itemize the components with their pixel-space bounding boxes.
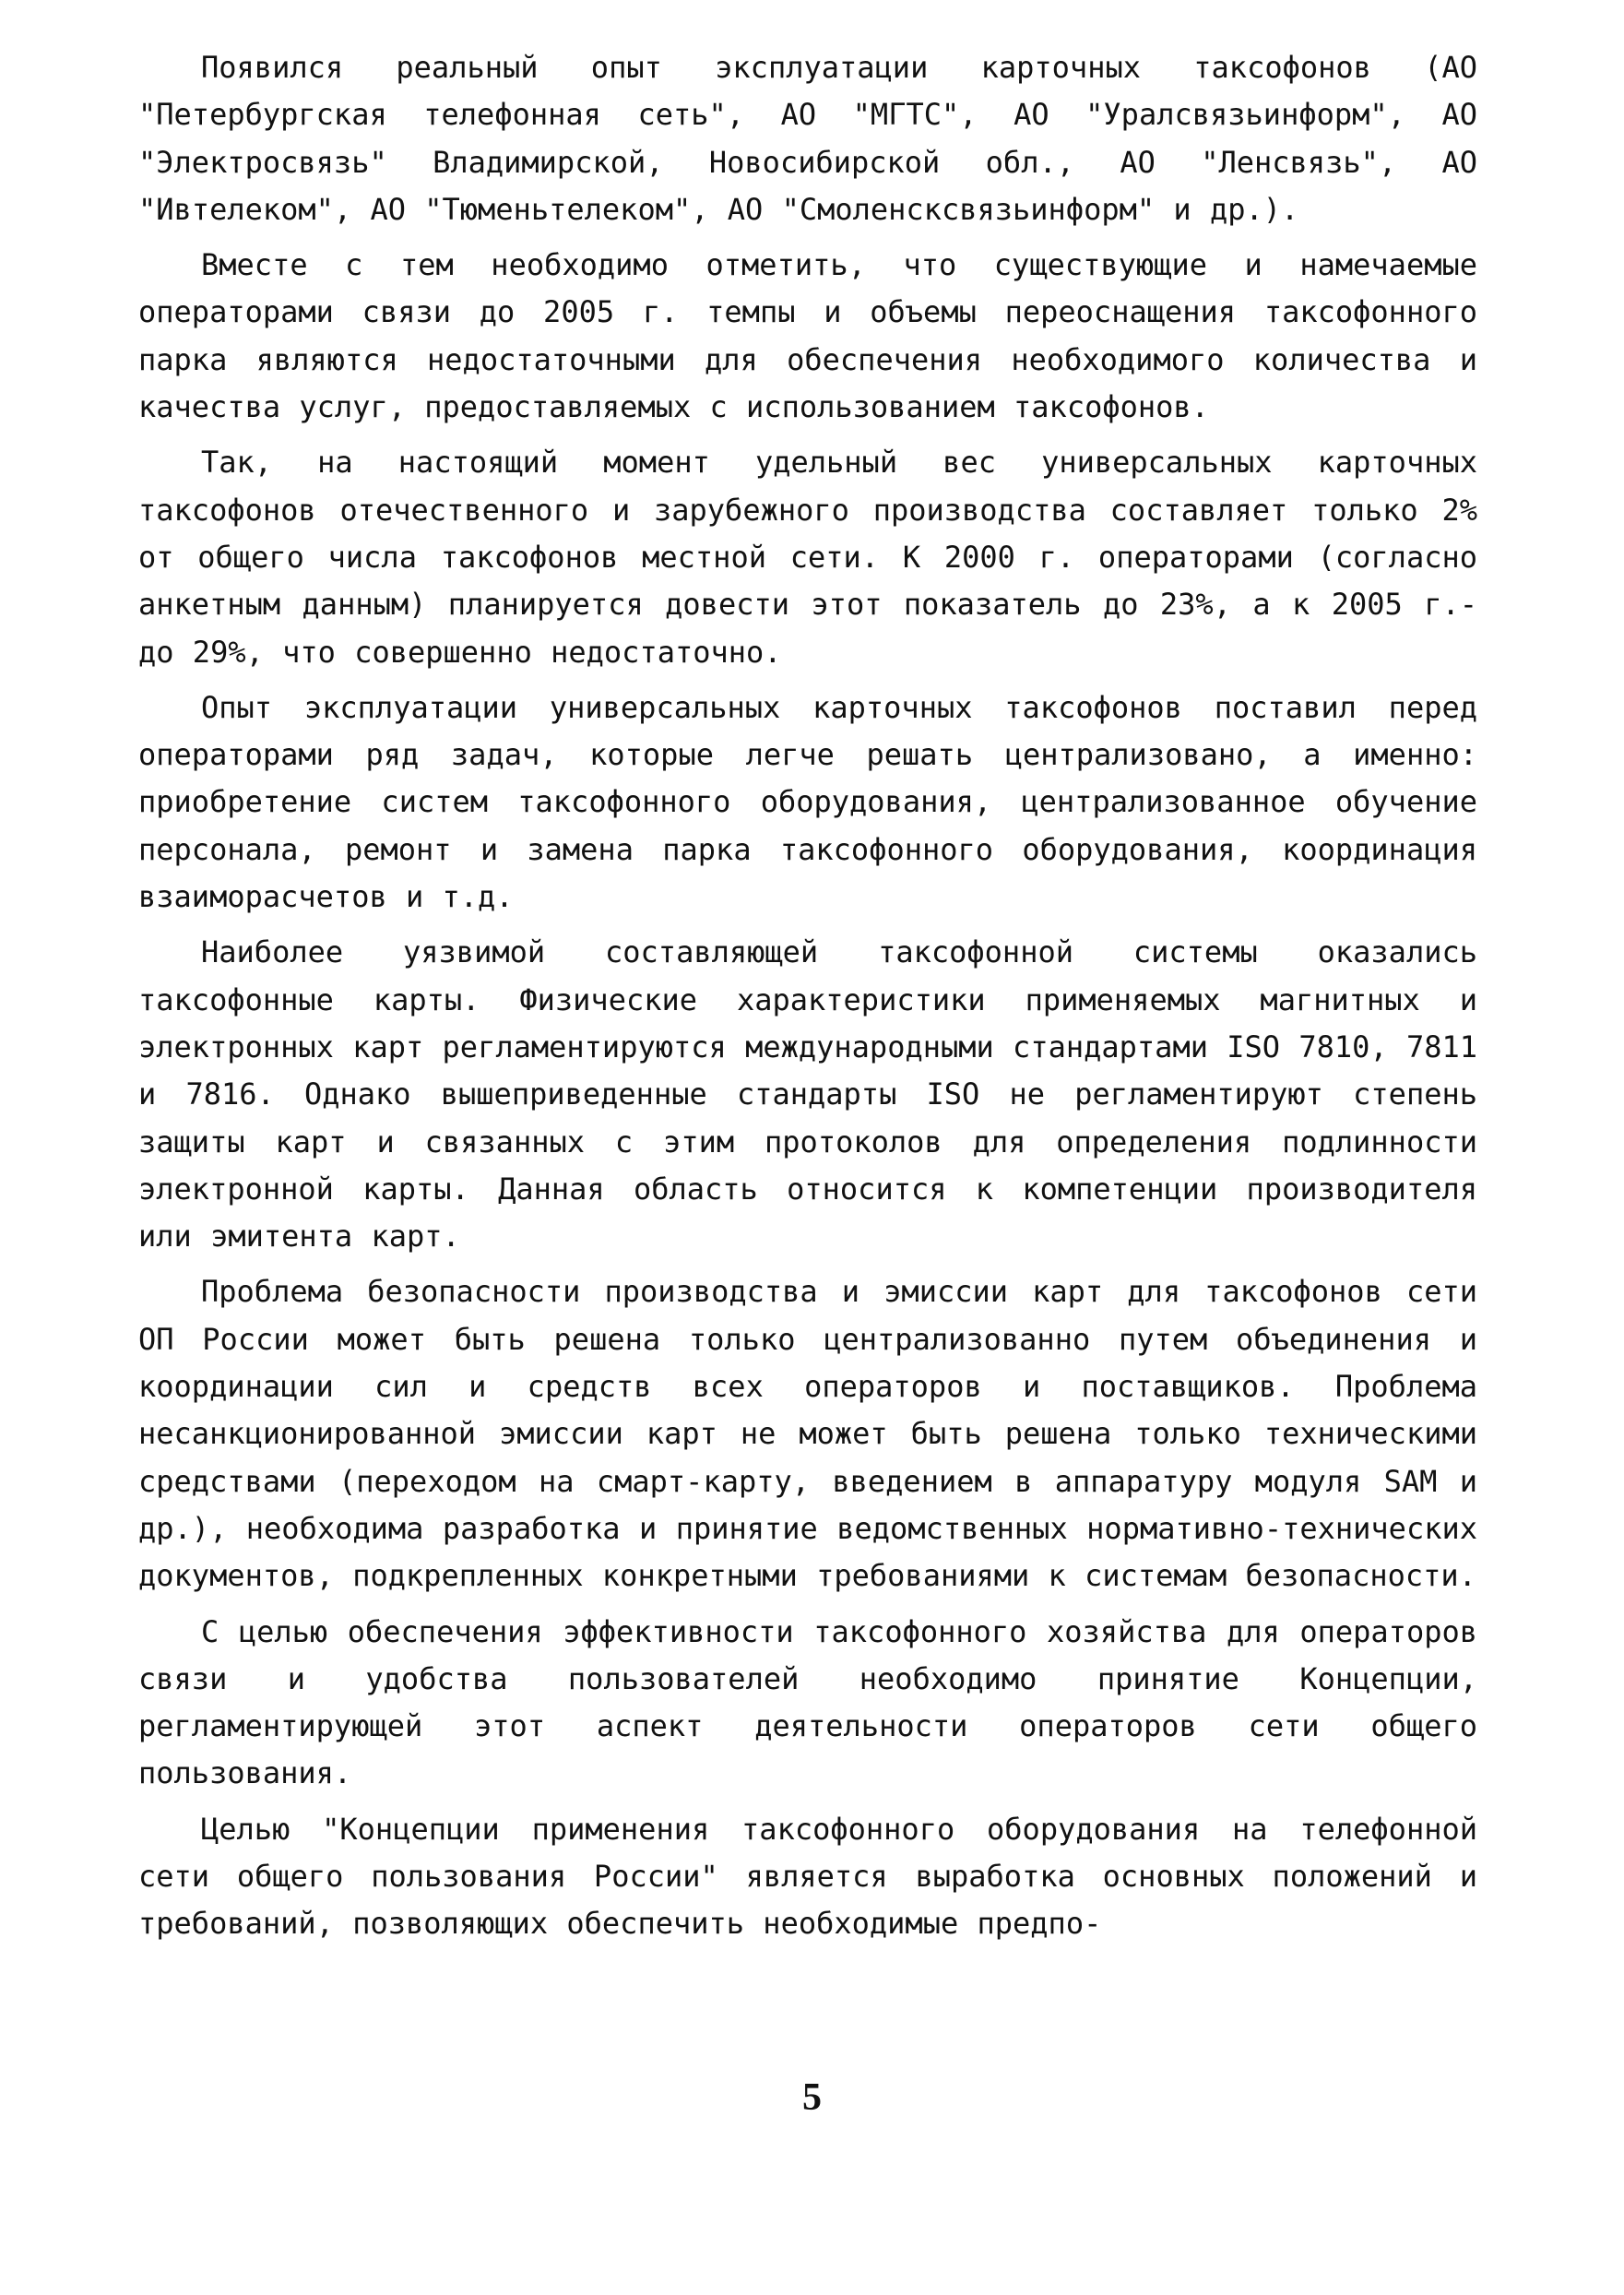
paragraph-3: Так, на настоящий момент удельный вес универсальных карточных таксофонов отечественного и зарубежного производства составляет только 2% от общего числа таксофонов местной сети. К 2000 г. операторами (согласно анкетным данным) планируется довести этот показатель до 23%, а к 2005 г.-до 29%, что совершенно недостаточно. xyxy=(138,445,1477,670)
paragraph-1: Появился реальный опыт эксплуатации карточных таксофонов (АО "Петербургская телефонная сеть", АО "МГТС", АО "Уралсвязьинформ", АО "Электросвязь" Владимирской, Новосибирской обл., АО "Ленсвязь", АО "Ивтелеком", АО "Тюменьтелеком", АО "Смоленсксвязьинформ" и др.). xyxy=(138,50,1477,227)
paragraph-5: Наиболее уязвимой составляющей таксофонной системы оказались таксофонные карты. Физические характеристики применяемых магнитных и электронных карт регламентируются международными стандартами ISO 7810, 7811 и 7816. Однако вышеприведенные стандарты ISO не регламентируют степень защиты карт и связанных с этим протоколов для определения подлинности электронной карты. Данная область относится к компетенции производителя или эмитента карт. xyxy=(138,934,1477,1255)
paragraph-8: Целью "Концепции применения таксофонного оборудования на телефонной сети общего пользования России" является выработка основных положений и требований, позволяющих обеспечить необходимые предпо- xyxy=(138,1811,1477,1942)
paragraph-4: Опыт эксплуатации универсальных карточных таксофонов поставил перед операторами ряд задач, которые легче решать централизовано, а именно: приобретение систем таксофонного оборудования, централизованное обучение персонала, ремонт и замена парка таксофонного оборудования, координация взаиморасчетов и т.д. xyxy=(138,689,1477,915)
body-text xyxy=(138,44,1477,1956)
paragraph-2: Вместе с тем необходимо отметить, что существующие и намечаемые операторами связи до 2005 г. темпы и объемы переоснащения таксофонного парка являются недостаточными для обеспечения необходимого количества и качества услуг, предоставляемых с использованием таксофонов. xyxy=(138,247,1477,425)
paragraph-7: С целью обеспечения эффективности таксофонного хозяйства для операторов связи и удобства пользователей необходимо принятие Концепции, регламентирующей этот аспект деятельности операторов сети общего пользования. xyxy=(138,1613,1477,1791)
paragraph-6: Проблема безопасности производства и эмиссии карт для таксофонов сети ОП России может быть решена только централизованно путем объединения и координации сил и средств всех операторов и поставщиков. Проблема несанкционированной эмиссии карт не может быть решена только техническими средствами (переходом на смарт-карту, введением в аппаратуру модуля SAM и др.), необходима разработка и принятие ведомственных нормативно-технических документов, подкрепленных конкретными требованиями к системам безопасности. xyxy=(138,1274,1477,1594)
page-number: 5 xyxy=(802,2076,822,2119)
